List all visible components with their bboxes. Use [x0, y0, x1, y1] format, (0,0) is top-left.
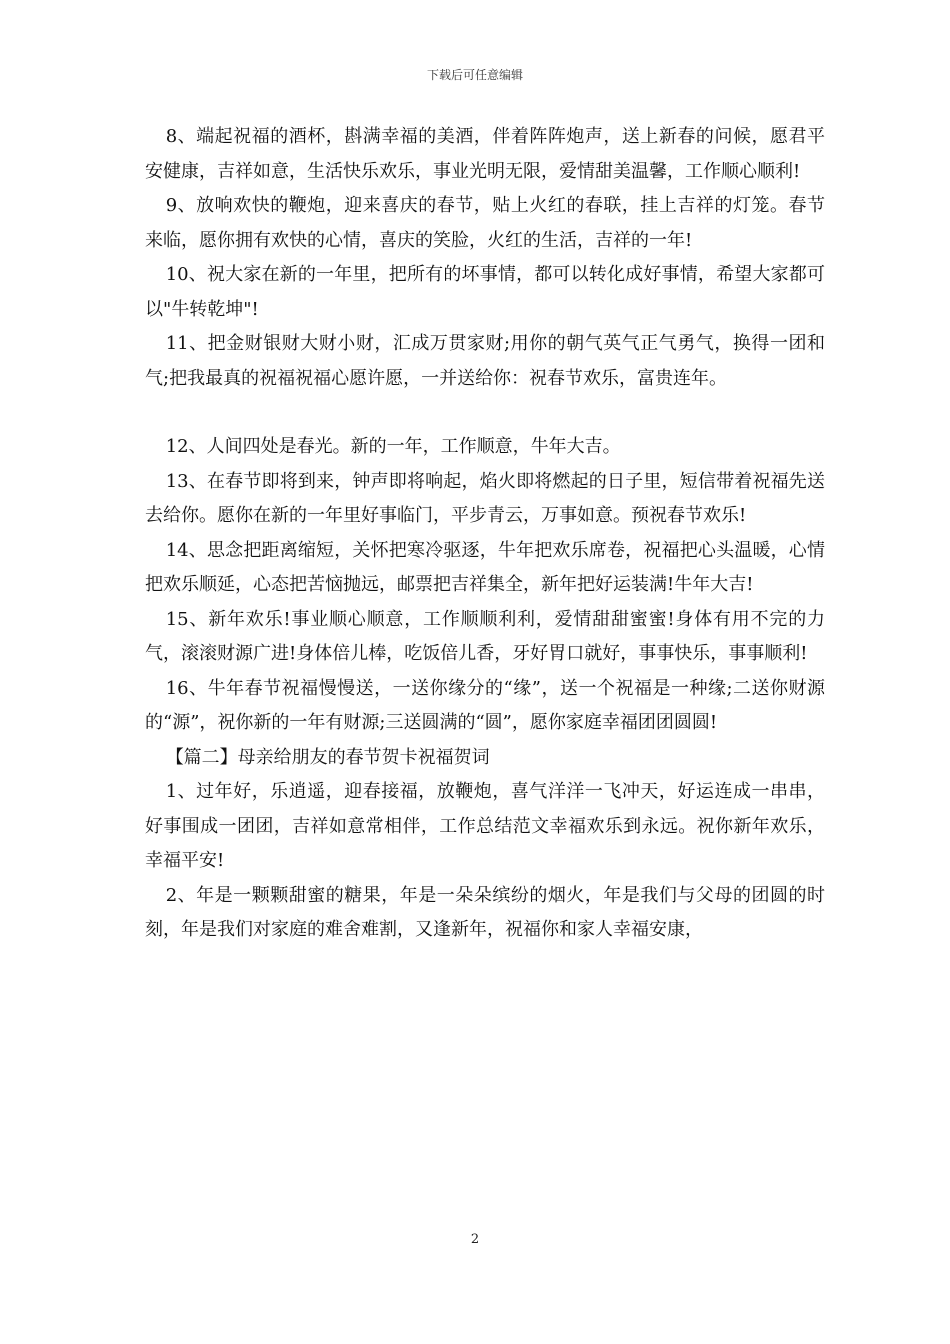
paragraph-16: 16、牛年春节祝福慢慢送，一送你缘分的“缘”，送一个祝福是一种缘;二送你财源的“源”，祝你新的一年有财源;三送圆满的“圆”，愿你家庭幸福团团圆圆! — [145, 677, 825, 733]
paragraph-14: 14、思念把距离缩短，关怀把寒冷驱逐，牛年把欢乐席卷，祝福把心头温暖，心情把欢乐顺延，心态把苦恼抛远，邮票把吉祥集全，新年把好运装满!牛年大吉! — [145, 539, 825, 595]
section-title: 【篇二】母亲给朋友的春节贺卡祝福贺词 — [165, 746, 490, 768]
paragraph-13: 13、在春节即将到来，钟声即将响起，焰火即将燃起的日子里，短信带着祝福先送去给你。愿你在新的一年里好事临门，平步青云，万事如意。预祝春节欢乐! — [145, 470, 825, 526]
paragraph-11: 11、把金财银财大财小财，汇成万贯家财;用你的朝气英气正气勇气，换得一团和气;把我最真的祝福祝福心愿许愿，一并送给你：祝春节欢乐，富贵连年。 — [145, 333, 825, 389]
paragraph-1: 1、过年好，乐逍遥，迎春接福，放鞭炮，喜气洋洋一飞冲天，好运连成一串串，好事围成一团团，吉祥如意常相伴，工作总结范文幸福欢乐到永远。祝你新年欢乐，幸福平安! — [145, 781, 825, 871]
page-header: 下载后可任意编辑 — [426, 68, 523, 82]
document-body — [145, 120, 825, 948]
blank-line — [145, 396, 825, 430]
paragraph-9: 9、放响欢快的鞭炮，迎来喜庆的春节，贴上火红的春联，挂上吉祥的灯笼。春节来临，愿你拥有欢快的心情，喜庆的笑脸，火红的生活，吉祥的一年! — [145, 195, 825, 251]
paragraph-8: 8、端起祝福的酒杯，斟满幸福的美酒，伴着阵阵炮声，送上新春的问候，愿君平安健康，吉祥如意，生活快乐欢乐，事业光明无限，爱情甜美温馨，工作顺心顺利! — [145, 126, 825, 182]
page-number: 2 — [470, 1232, 480, 1247]
paragraph-15: 15、新年欢乐!事业顺心顺意，工作顺顺利利，爱情甜甜蜜蜜!身体有用不完的力气，滚滚财源广进!身体倍儿棒，吃饭倍儿香，牙好胃口就好，事事快乐，事事顺利! — [145, 608, 825, 664]
paragraph-2: 2、年是一颗颗甜蜜的糖果，年是一朵朵缤纷的烟火，年是我们与父母的团圆的时刻，年是我们对家庭的难舍难割，又逢新年，祝福你和家人幸福安康， — [145, 884, 825, 940]
paragraph-12: 12、人间四处是春光。新的一年，工作顺意，牛年大吉。 — [165, 436, 621, 457]
paragraph-10: 10、祝大家在新的一年里，把所有的坏事情，都可以转化成好事情，希望大家都可以"牛转乾坤"! — [145, 264, 825, 320]
